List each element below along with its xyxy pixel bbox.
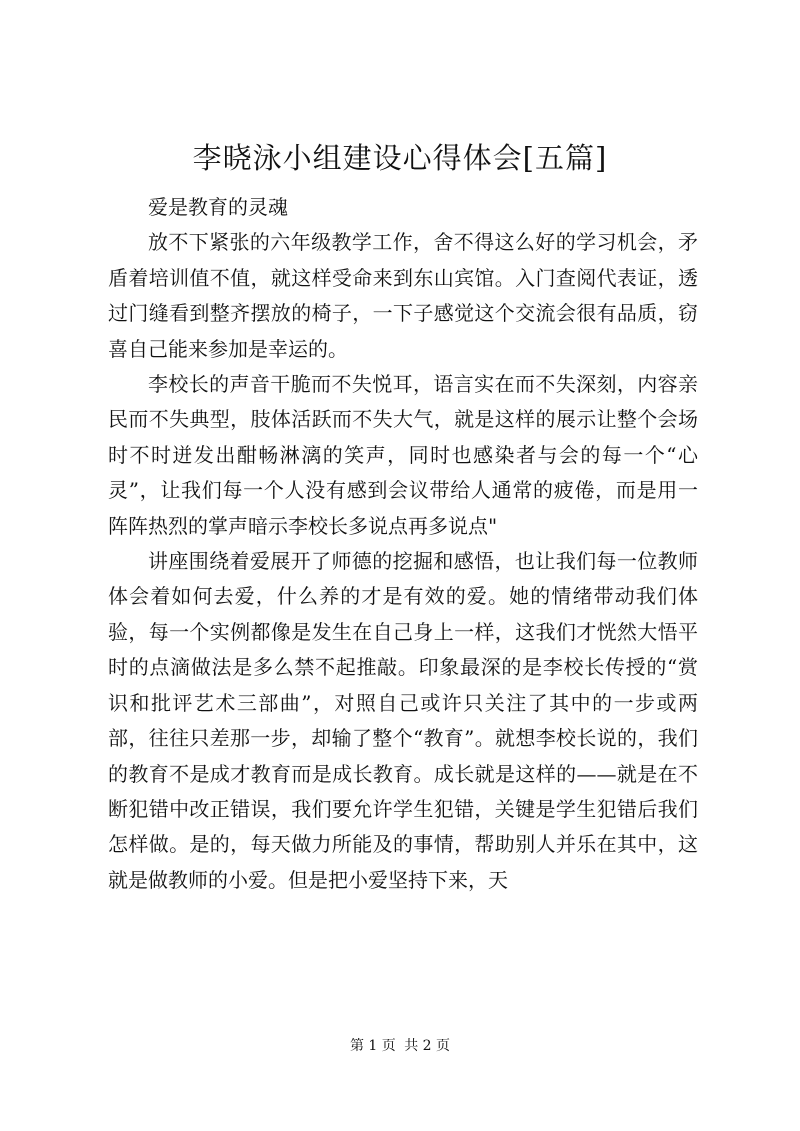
document-title: 李晓泳小组建设心得体会[五篇] [192,141,608,175]
paragraph-heading: 爱是教育的灵魂 [148,195,288,219]
paragraph: 讲座围绕着爱展开了师德的挖掘和感悟，也让我们每一位教师体会着如何去爱，什么养的才是有效的爱。她的情绪带动我们体验，每一个实例都像是发生在自己身上一样，这我们才恍然大悟平时的点滴做法是多么禁不起推敲。印象最深的是李校长传授的“赏识和批评艺术三部曲”，对照自己或许只关注了其中的一步或两部，往往只差那一步，却输了整个“教育”。就想李校长说的，我们的教育不是成才教育而是成长教育。成长就是这样的——就是在不断犯错中改正错误，我们要允许学生犯错，关键是学生犯错后我们怎样做。是的，每天做力所能及的事情，帮助别人并乐在其中，这就是做教师的小爱。但是把小爱坚持下来，天 [108,549,698,892]
document-body [108,190,698,898]
page-total: 共 2 页 [404,1038,451,1054]
paragraph: 放不下紧张的六年级教学工作，舍不得这么好的学习机会，矛盾着培训值不值，就这样受命来到东山宾馆。入门查阅代表证，透过门缝看到整齐摆放的椅子，一下子感觉这个交流会很有品质，窃喜自己能来参加是幸运的。 [108,230,698,361]
paragraph: 李校长的声音干脆而不失悦耳，语言实在而不失深刻，内容亲民而不失典型，肢体活跃而不失大气，就是这样的展示让整个会场时不时迸发出酣畅淋漓的笑声，同时也感染者与会的每一个“心灵”，让我们每一个人没有感到会议带给人通常的疲倦，而是用一阵阵热烈的掌声暗示李校长多说点再多说点" [108,372,698,538]
page-number: 第 1 页 [349,1038,396,1054]
page-footer [0,1036,800,1056]
